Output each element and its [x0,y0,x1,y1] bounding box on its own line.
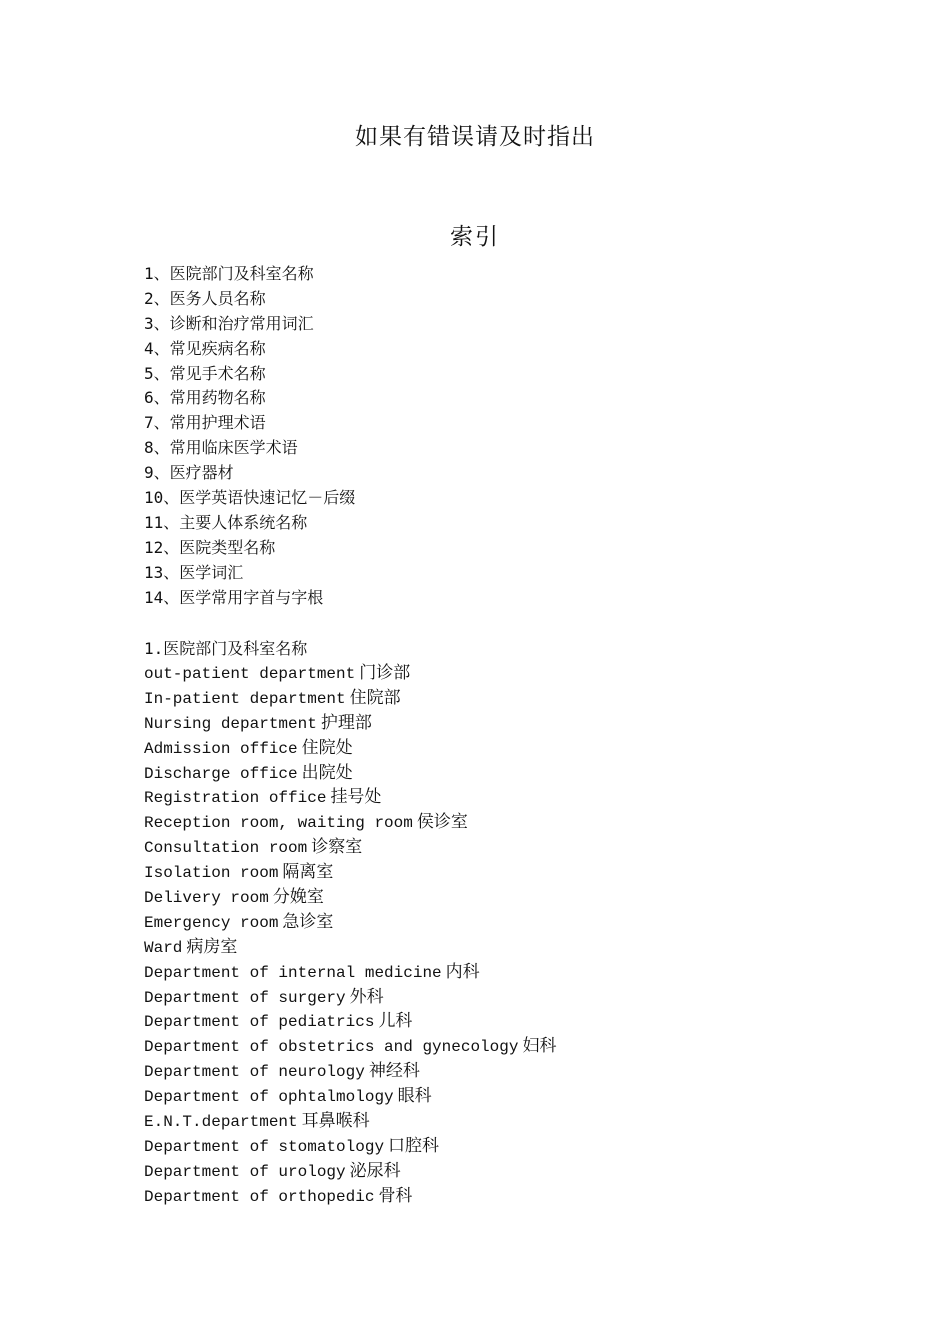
term-english: Department of stomatology [144,1137,385,1156]
term-chinese: 侯诊室 [416,812,468,833]
index-item: 2、医务人员名称 [144,288,266,308]
index-item: 5、常见手术名称 [144,363,266,383]
term-chinese: 神经科 [368,1061,420,1082]
term-english: out-patient department [144,665,356,683]
term-english: Department of obstetrics and gynecology [144,1038,519,1057]
term-chinese: 门诊部 [359,663,411,683]
term-chinese: 妇科 [522,1036,557,1057]
section-heading: 1.医院部门及科室名称 [144,639,308,658]
term-chinese: 护理部 [320,712,372,733]
term-row [144,761,556,786]
term-chinese: 出院处 [301,762,353,783]
term-list [144,661,556,1209]
term-english: Ward [144,938,183,957]
term-english: Department of orthopedic [144,1187,375,1206]
term-english: Admission office [144,739,298,758]
term-chinese: 外科 [349,986,384,1007]
term-english: Department of ophtalmology [144,1088,394,1107]
term-row [144,1009,556,1034]
term-row [144,810,556,835]
term-row [144,985,556,1010]
term-chinese: 分娩室 [272,887,324,908]
index-item: 1、医院部门及科室名称 [144,264,314,283]
index-item: 9、医疗器材 [144,463,234,483]
page-notice: 如果有错误请及时指出 [355,124,595,150]
term-row [144,1109,556,1134]
index-item: 14、医学常用字首与字根 [144,587,324,607]
term-chinese: 内科 [445,961,480,982]
term-chinese: 住院处 [301,737,353,758]
term-english: Consultation room [144,839,308,858]
term-chinese: 住院部 [349,687,401,708]
term-row [144,935,556,960]
term-english: E.N.T.department [144,1113,298,1132]
term-row [144,860,556,885]
term-row [144,835,556,860]
index-item: 7、常用护理术语 [144,413,266,433]
term-english: Department of internal medicine [144,963,442,982]
index-item: 8、常用临床医学术语 [144,438,298,458]
term-row [144,1159,556,1184]
term-chinese: 挂号处 [330,787,382,808]
term-english: Department of pediatrics [144,1013,375,1032]
term-chinese: 泌尿科 [349,1160,401,1181]
term-row [144,785,556,810]
term-row [144,1034,556,1059]
term-chinese: 骨科 [378,1185,413,1206]
term-row [144,1084,556,1109]
term-english: Department of neurology [144,1063,365,1082]
term-english: Reception room, waiting room [144,814,413,833]
term-chinese: 病房室 [186,936,238,957]
index-list [144,262,355,610]
term-english: Department of urology [144,1162,346,1181]
term-row [144,711,556,736]
index-item: 11、主要人体系统名称 [144,512,308,532]
term-chinese: 耳鼻喉科 [301,1111,370,1132]
term-chinese: 口腔科 [388,1135,440,1156]
term-english: Isolation room [144,864,279,883]
term-chinese: 急诊室 [282,911,334,932]
index-title: 索引 [450,224,500,250]
term-row [144,960,556,985]
term-row [144,736,556,761]
index-item: 4、常见疾病名称 [144,338,266,358]
index-item: 13、医学词汇 [144,562,244,582]
term-english: Discharge office [144,764,298,783]
term-row [144,1059,556,1084]
term-chinese: 儿科 [378,1011,413,1032]
term-english: Department of surgery [144,988,346,1007]
term-chinese: 眼科 [397,1086,432,1107]
index-item: 6、常用药物名称 [144,388,266,408]
term-english: Registration office [144,789,327,808]
term-row [144,1184,556,1209]
term-row [144,686,556,711]
term-row [144,1134,556,1159]
term-chinese: 诊察室 [311,837,363,858]
term-english: Delivery room [144,889,269,908]
term-row [144,661,556,686]
term-row [144,910,556,935]
term-english: Nursing department [144,714,317,733]
term-english: Emergency room [144,913,279,932]
term-chinese: 隔离室 [282,862,334,883]
term-english: In-patient department [144,689,346,708]
index-item: 3、诊断和治疗常用词汇 [144,313,314,333]
index-item: 10、医学英语快速记忆－后缀 [144,488,356,508]
index-item: 12、医院类型名称 [144,537,276,557]
term-row [144,885,556,910]
